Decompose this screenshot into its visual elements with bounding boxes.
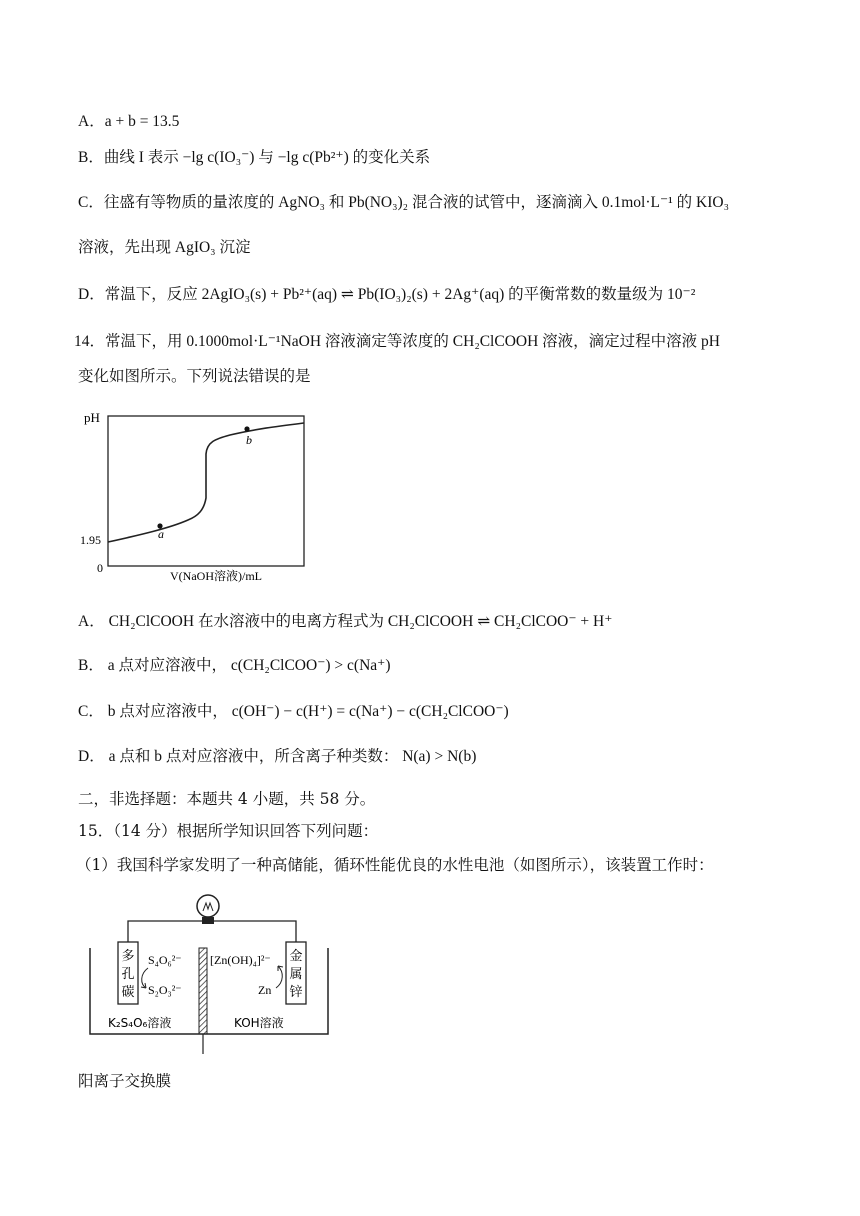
point-b	[244, 426, 249, 431]
q14-option-a: A． CH₂ClCOOH 在水溶液中的电离方程式为 CH₂ClCOOH ⇌ CH₂ClCOO⁻ + H⁺	[78, 613, 613, 630]
q13-option-b: B．曲线 I 表示 −lg c(IO₃⁻) 与 −lg c(Pb²⁺) 的变化关系	[78, 149, 431, 166]
species-s4o6: S₄O₆²⁻	[148, 953, 182, 967]
q13-option-a: A．a + b = 13.5	[78, 113, 180, 130]
titration-chart	[70, 402, 320, 587]
membrane-caption: 阳离子交换膜	[78, 1072, 172, 1090]
left-electrode-char-3: 碳	[121, 985, 135, 1000]
q13-option-c-line2: 溶液，先出现 AgIO₃ 沉淀	[78, 239, 251, 256]
point-a-label: a	[158, 527, 164, 541]
q13-option-d: D．常温下，反应 2AgIO₃(s) + Pb²⁺(aq) ⇌ Pb(IO₃)₂(s) + 2Ag⁺(aq) 的平衡常数的数量级为 10⁻²	[78, 286, 696, 303]
lightbulb-icon	[197, 895, 219, 924]
right-electrode-char-2: 属	[289, 967, 303, 982]
point-b-label: b	[246, 433, 252, 447]
species-zn: Zn	[258, 983, 272, 997]
left-electrode-char-2: 孔	[121, 967, 135, 982]
titration-curve	[108, 423, 304, 542]
q14-option-d: D． a 点和 b 点对应溶液中，所含离子种类数： N(a) > N(b)	[78, 748, 477, 765]
chart-ylabel: pH	[84, 410, 100, 425]
chart-tick-0: 0	[97, 561, 103, 575]
cation-exchange-membrane	[199, 948, 207, 1034]
species-zn-oh4: [Zn(OH)₄]²⁻	[210, 953, 271, 967]
wire-right	[214, 921, 296, 944]
q14-option-b: B． a 点对应溶液中， c(CH₂ClCOO⁻) > c(Na⁺)	[78, 657, 391, 674]
q14-stem-line1: 14．常温下，用 0.1000mol·L⁻¹NaOH 溶液滴定等浓度的 CH₂ClCOOH 溶液，滴定过程中溶液 pH	[74, 333, 720, 350]
wire-left	[128, 921, 202, 944]
q14-stem-line2: 变化如图所示。下列说法错误的是	[78, 368, 311, 385]
chart-xlabel: V(NaOH溶液)/mL	[170, 569, 262, 583]
right-arrow	[276, 966, 282, 988]
q15-stem: 15．（14 分）根据所学知识回答下列问题：	[78, 822, 379, 840]
battery-diagram	[76, 884, 336, 1056]
section-2-heading: 二，非选择题：本题共 4 小题，共 58 分。	[78, 790, 376, 808]
q15-part1: （1）我国科学家发明了一种高储能，循环性能优良的水性电池（如图所示），该装置工作时：	[76, 856, 714, 874]
q14-option-c: C． b 点对应溶液中， c(OH⁻) − c(H⁺) = c(Na⁺) − c(CH₂ClCOO⁻)	[78, 703, 509, 720]
right-electrode-char-1: 金	[289, 949, 303, 964]
left-solution-label: K₂S₄O₆溶液	[108, 1016, 172, 1030]
right-solution-label: KOH溶液	[234, 1016, 284, 1030]
right-electrode-char-3: 锌	[289, 985, 303, 1000]
left-electrode-char-1: 多	[121, 949, 135, 964]
chart-tick-195: 1.95	[80, 533, 101, 547]
species-s2o3: S₂O₃²⁻	[148, 983, 182, 997]
q13-option-c-line1: C．往盛有等物质的量浓度的 AgNO₃ 和 Pb(NO₃)₂ 混合液的试管中，逐滴滴入 0.1mol·L⁻¹ 的 KIO₃	[78, 194, 729, 211]
